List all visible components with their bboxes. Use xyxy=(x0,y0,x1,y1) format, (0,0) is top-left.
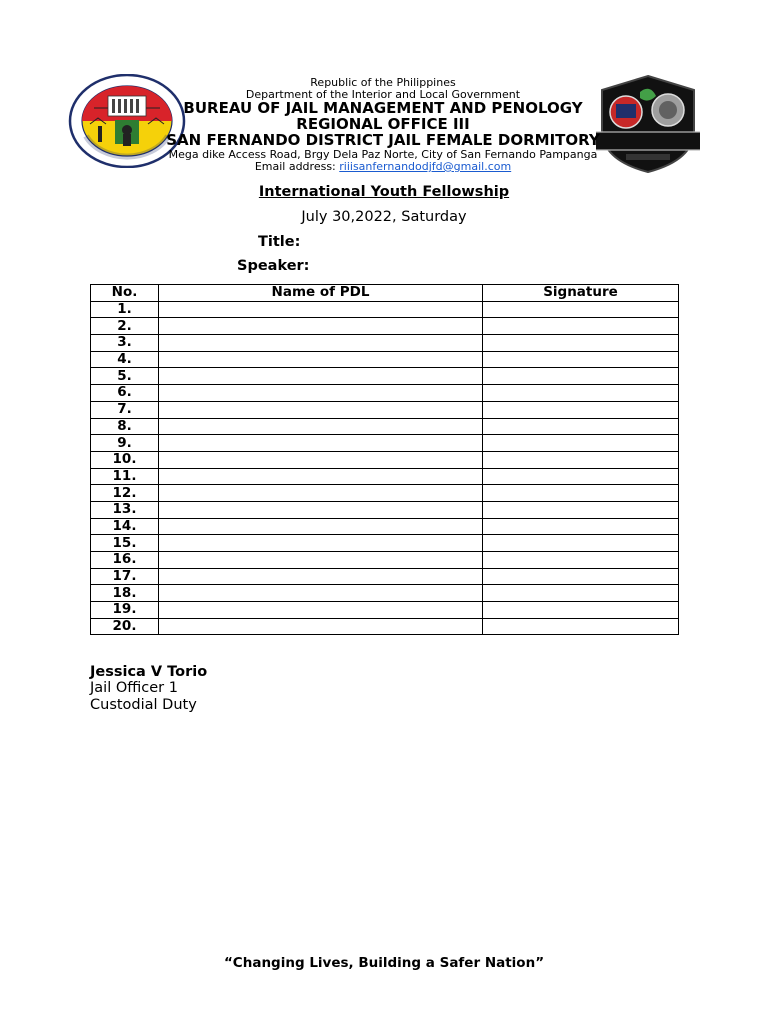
signature-cell[interactable] xyxy=(483,368,679,385)
row-number: 5. xyxy=(91,368,159,385)
signature-cell[interactable] xyxy=(483,618,679,635)
pdl-name-cell[interactable] xyxy=(159,451,483,468)
row-number: 18. xyxy=(91,585,159,602)
signatory-name: Jessica V Torio xyxy=(90,664,208,680)
pdl-name-cell[interactable] xyxy=(159,368,483,385)
department-line: Department of the Interior and Local Government xyxy=(245,88,521,101)
email-link[interactable]: riiisanfernandodjfd@gmail.com xyxy=(339,160,512,173)
table-row xyxy=(91,418,679,435)
row-number: 1. xyxy=(91,301,159,318)
pdl-name-cell[interactable] xyxy=(159,318,483,335)
column-header-no: No. xyxy=(91,285,159,302)
table-row xyxy=(91,485,679,502)
signature-cell[interactable] xyxy=(483,435,679,452)
signature-cell[interactable] xyxy=(483,568,679,585)
row-number: 2. xyxy=(91,318,159,335)
signature-cell[interactable] xyxy=(483,318,679,335)
pdl-name-cell[interactable] xyxy=(159,602,483,619)
table-row xyxy=(91,301,679,318)
facility-line: SAN FERNANDO DISTRICT JAIL FEMALE DORMITORY xyxy=(166,131,600,149)
pdl-name-cell[interactable] xyxy=(159,568,483,585)
table-row xyxy=(91,351,679,368)
signature-cell[interactable] xyxy=(483,335,679,352)
table-row xyxy=(91,518,679,535)
row-number: 17. xyxy=(91,568,159,585)
pdl-name-cell[interactable] xyxy=(159,401,483,418)
table-row xyxy=(91,585,679,602)
row-number: 20. xyxy=(91,618,159,635)
signature-cell[interactable] xyxy=(483,401,679,418)
pdl-name-cell[interactable] xyxy=(159,485,483,502)
row-number: 8. xyxy=(91,418,159,435)
table-row xyxy=(91,385,679,402)
signature-cell[interactable] xyxy=(483,301,679,318)
republic-line: Republic of the Philippines xyxy=(310,76,456,89)
row-number: 16. xyxy=(91,552,159,569)
signature-cell[interactable] xyxy=(483,451,679,468)
table-row xyxy=(91,552,679,569)
pdl-name-cell[interactable] xyxy=(159,418,483,435)
row-number: 15. xyxy=(91,535,159,552)
table-row xyxy=(91,568,679,585)
pdl-name-cell[interactable] xyxy=(159,585,483,602)
signatory-position: Jail Officer 1 xyxy=(90,680,178,696)
row-number: 19. xyxy=(91,602,159,619)
bureau-line: BUREAU OF JAIL MANAGEMENT AND PENOLOGY xyxy=(183,99,583,117)
signature-cell[interactable] xyxy=(483,351,679,368)
signature-cell[interactable] xyxy=(483,585,679,602)
event-date: July 30,2022, Saturday xyxy=(301,209,467,225)
table-row xyxy=(91,435,679,452)
pdl-name-cell[interactable] xyxy=(159,518,483,535)
attendance-rows xyxy=(91,301,679,635)
table-row xyxy=(91,501,679,518)
speaker-label: Speaker: xyxy=(237,258,310,274)
pdl-name-cell[interactable] xyxy=(159,468,483,485)
signature-cell[interactable] xyxy=(483,552,679,569)
table-row xyxy=(91,535,679,552)
pdl-name-cell[interactable] xyxy=(159,501,483,518)
signature-cell[interactable] xyxy=(483,501,679,518)
signature-cell[interactable] xyxy=(483,385,679,402)
signatory-duty: Custodial Duty xyxy=(90,697,197,713)
table-row xyxy=(91,602,679,619)
row-number: 7. xyxy=(91,401,159,418)
signature-cell[interactable] xyxy=(483,518,679,535)
pdl-name-cell[interactable] xyxy=(159,301,483,318)
row-number: 13. xyxy=(91,501,159,518)
attendance-table xyxy=(90,284,679,635)
row-number: 3. xyxy=(91,335,159,352)
signature-cell[interactable] xyxy=(483,468,679,485)
table-row xyxy=(91,401,679,418)
row-number: 10. xyxy=(91,451,159,468)
table-row xyxy=(91,618,679,635)
table-row xyxy=(91,368,679,385)
table-header-row xyxy=(91,285,679,302)
row-number: 6. xyxy=(91,385,159,402)
email-line xyxy=(150,161,616,173)
signature-cell[interactable] xyxy=(483,485,679,502)
pdl-name-cell[interactable] xyxy=(159,335,483,352)
region-line: REGIONAL OFFICE III xyxy=(296,115,470,133)
table-row xyxy=(91,335,679,352)
pdl-name-cell[interactable] xyxy=(159,435,483,452)
signature-cell[interactable] xyxy=(483,418,679,435)
pdl-name-cell[interactable] xyxy=(159,385,483,402)
row-number: 11. xyxy=(91,468,159,485)
event-title: International Youth Fellowship xyxy=(258,184,510,200)
address-line: Mega dike Access Road, Brgy Dela Paz Norte, City of San Fernando Pampanga xyxy=(168,148,598,161)
footer-motto: “Changing Lives, Building a Safer Nation” xyxy=(223,955,545,971)
pdl-name-cell[interactable] xyxy=(159,552,483,569)
signature-cell[interactable] xyxy=(483,535,679,552)
pdl-name-cell[interactable] xyxy=(159,351,483,368)
pdl-name-cell[interactable] xyxy=(159,535,483,552)
pdl-name-cell[interactable] xyxy=(159,618,483,635)
title-label: Title: xyxy=(258,234,301,250)
column-header-signature: Signature xyxy=(483,285,679,302)
email-label: Email address: xyxy=(254,160,340,173)
letterhead xyxy=(150,77,616,173)
table-row xyxy=(91,451,679,468)
row-number: 4. xyxy=(91,351,159,368)
table-row xyxy=(91,468,679,485)
row-number: 12. xyxy=(91,485,159,502)
row-number: 9. xyxy=(91,435,159,452)
table-row xyxy=(91,318,679,335)
column-header-name: Name of PDL xyxy=(159,285,483,302)
signature-cell[interactable] xyxy=(483,602,679,619)
row-number: 14. xyxy=(91,518,159,535)
